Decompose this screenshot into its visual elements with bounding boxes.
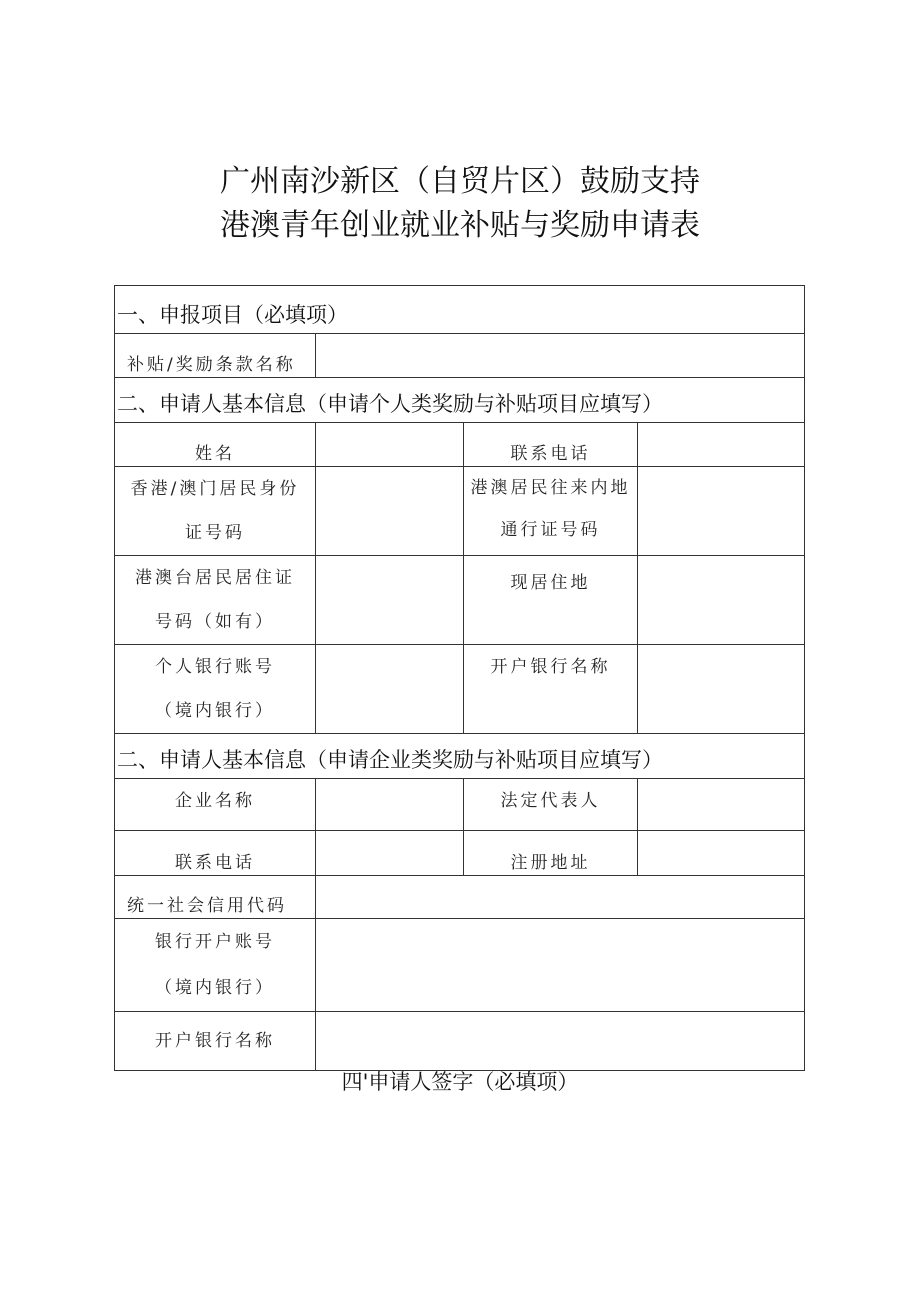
company-bank-account-label-line1: 银行开户账号 (155, 932, 275, 952)
current-address-field[interactable] (638, 556, 805, 645)
credit-code-field[interactable] (316, 876, 805, 919)
section-3-header: 二、申请人基本信息（申请企业类奖励与补贴项目应填写） (115, 734, 805, 779)
personal-bank-name-field[interactable] (638, 645, 805, 734)
personal-phone-field[interactable] (638, 423, 805, 467)
section-2-header: 二、申请人基本信息（申请个人类奖励与补贴项目应填写） (115, 378, 805, 423)
section-1-header-row (115, 286, 805, 334)
title-line-2: 港澳青年创业就业补贴与奖励申请表 (220, 208, 700, 243)
company-bank-account-field[interactable] (316, 919, 805, 1012)
hk-macau-id-label (115, 467, 316, 556)
section-1-header: 一、申报项目（必填项） (115, 286, 805, 334)
personal-bank-name-label: 开户银行名称 (464, 645, 638, 734)
company-bank-account-row (115, 919, 805, 1012)
hk-macau-id-label-line1: 香港/澳门居民身份 (130, 479, 300, 499)
residence-permit-label (115, 556, 316, 645)
company-phone-label: 联系电话 (115, 831, 316, 876)
residence-permit-label-line2: 号码（如有） (155, 612, 275, 632)
title-line-1: 广州南沙新区（自贸片区）鼓励支持 (220, 164, 700, 199)
company-name-field[interactable] (316, 779, 464, 831)
subsidy-item-row (115, 334, 805, 378)
registered-address-field[interactable] (638, 831, 805, 876)
personal-bank-account-label-line2: （境内银行） (155, 701, 275, 721)
legal-rep-field[interactable] (638, 779, 805, 831)
legal-rep-label: 法定代表人 (464, 779, 638, 831)
residence-row (115, 556, 805, 645)
residence-permit-label-line1: 港澳台居民居住证 (135, 568, 295, 588)
name-label: 姓名 (115, 423, 316, 467)
hk-macau-id-field[interactable] (316, 467, 464, 556)
personal-bank-account-label-line1: 个人银行账号 (155, 657, 275, 677)
company-phone-row (115, 831, 805, 876)
credit-code-row (115, 876, 805, 919)
form-title (0, 160, 920, 248)
company-bank-name-row (115, 1012, 805, 1071)
personal-bank-account-field[interactable] (316, 645, 464, 734)
subsidy-item-label: 补贴/奖励条款名称 (115, 334, 316, 378)
company-phone-field[interactable] (316, 831, 464, 876)
company-bank-name-label: 开户银行名称 (115, 1012, 316, 1071)
name-field[interactable] (316, 423, 464, 467)
company-name-row (115, 779, 805, 831)
credit-code-label: 统一社会信用代码 (115, 876, 316, 919)
section-3-header-row (115, 734, 805, 779)
signature-section-header: 四'申请人签字（必填项） (341, 1070, 579, 1094)
personal-bank-row (115, 645, 805, 734)
hk-macau-id-label-line2: 证号码 (185, 523, 245, 543)
application-form-table (114, 285, 805, 1071)
section-2-header-row (115, 378, 805, 423)
personal-phone-label: 联系电话 (464, 423, 638, 467)
mainland-permit-label (464, 467, 638, 556)
company-bank-account-label-line2: （境内银行） (155, 978, 275, 998)
personal-bank-account-label (115, 645, 316, 734)
mainland-permit-label-line2: 通行证号码 (500, 520, 601, 540)
company-bank-account-label (115, 919, 316, 1012)
personal-name-row (115, 423, 805, 467)
residence-permit-field[interactable] (316, 556, 464, 645)
company-bank-name-field[interactable] (316, 1012, 805, 1071)
id-number-row (115, 467, 805, 556)
mainland-permit-label-line1: 港澳居民往来内地 (470, 478, 631, 498)
company-name-label: 企业名称 (115, 779, 316, 831)
mainland-permit-field[interactable] (638, 467, 805, 556)
registered-address-label: 注册地址 (464, 831, 638, 876)
current-address-label: 现居住地 (464, 556, 638, 645)
subsidy-item-field[interactable] (316, 334, 805, 378)
